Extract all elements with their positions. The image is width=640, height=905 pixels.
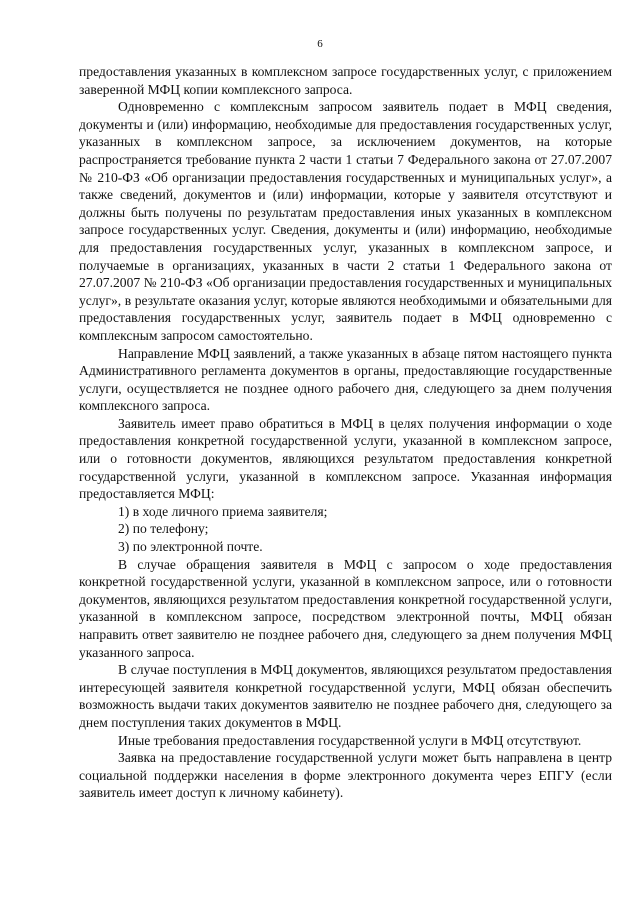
paragraph: Направление МФЦ заявлений, а также указанных в абзаце пятом настоящего пункта Административного регламента документов в органы, предоставляющие государственные услуги, осуществляется не позднее одного рабочего дня, следующего за днем получения комплексного запроса. [79,345,612,414]
list-item: 2) по телефону; [118,521,209,537]
paragraph: Одновременно с комплексным запросом заявитель подает в МФЦ сведения, документы и (или) информацию, необходимые для предоставления государственных услуг, указанных в комплексном запросе, за исключением документов, на которые распространяется требование пункта 2 части 1 статьи 7 Федерального закона от 27.07.2007 № 210-ФЗ «Об организации предоставления государственных и муниципальных услуг», а также сведений, документов и (или) информации, которые у заявителя отсутствуют и должны быть получены по результатам предоставления иных указанных в комплексном запросе государственных услуг. Сведения, документы и (или) информацию, необходимые для предоставления государственных услуг, указанных в комплексном запросе, и получаемые в организациях, указанных в части 2 статьи 1 Федерального закона от 27.07.2007 № 210-ФЗ «Об организации предоставления государственных и муниципальных услуг», в результате оказания услуг, которые являются необходимыми и обязательными для предоставления государственных услуг, заявитель подает в МФЦ одновременно с комплексным запросом самостоятельно. [79,99,612,343]
page-number: 6 [317,38,323,50]
list-item: 3) по электронной почте. [118,539,263,555]
paragraph: В случае поступления в МФЦ документов, являющихся результатом предоставления интересующей заявителя конкретной государственной услуги, МФЦ обязан обеспечить возможность выдачи таких документов заявителю не позднее рабочего дня, следующего за днем поступления таких документов в МФЦ. [79,662,612,730]
list-item: 1) в ходе личного приема заявителя; [118,503,328,519]
paragraph: В случае обращения заявителя в МФЦ с запросом о ходе предоставления конкретной государственной услуги, указанной в комплексном запросе, или о готовности документов, являющихся результатом предоставления конкретной государственной услуги, указанной в комплексном запросе, посредством электронной почты, МФЦ обязан направить ответ заявителю не позднее рабочего дня, следующего за днем получения МФЦ указанного запроса. [79,556,612,660]
paragraph: предоставления указанных в комплексном запросе государственных услуг, с приложением заверенной МФЦ копии комплексного запроса. [79,64,612,97]
paragraph: Заявитель имеет право обратиться в МФЦ в целях получения информации о ходе предоставления конкретной государственной услуги, указанной в комплексном запросе, или о готовности документов, являющихся результатом предоставления конкретной государственной услуги, указанной в комплексном запросе. Указанная информация предоставляется МФЦ: [79,415,612,502]
document-body [79,63,612,802]
paragraph: Иные требования предоставления государственной услуги в МФЦ отсутствуют. [118,732,582,748]
paragraph: Заявка на предоставление государственной услуги может быть направлена в центр социальной поддержки населения в форме электронного документа через ЕПГУ (если заявитель имеет доступ к личному кабинету). [79,750,612,801]
